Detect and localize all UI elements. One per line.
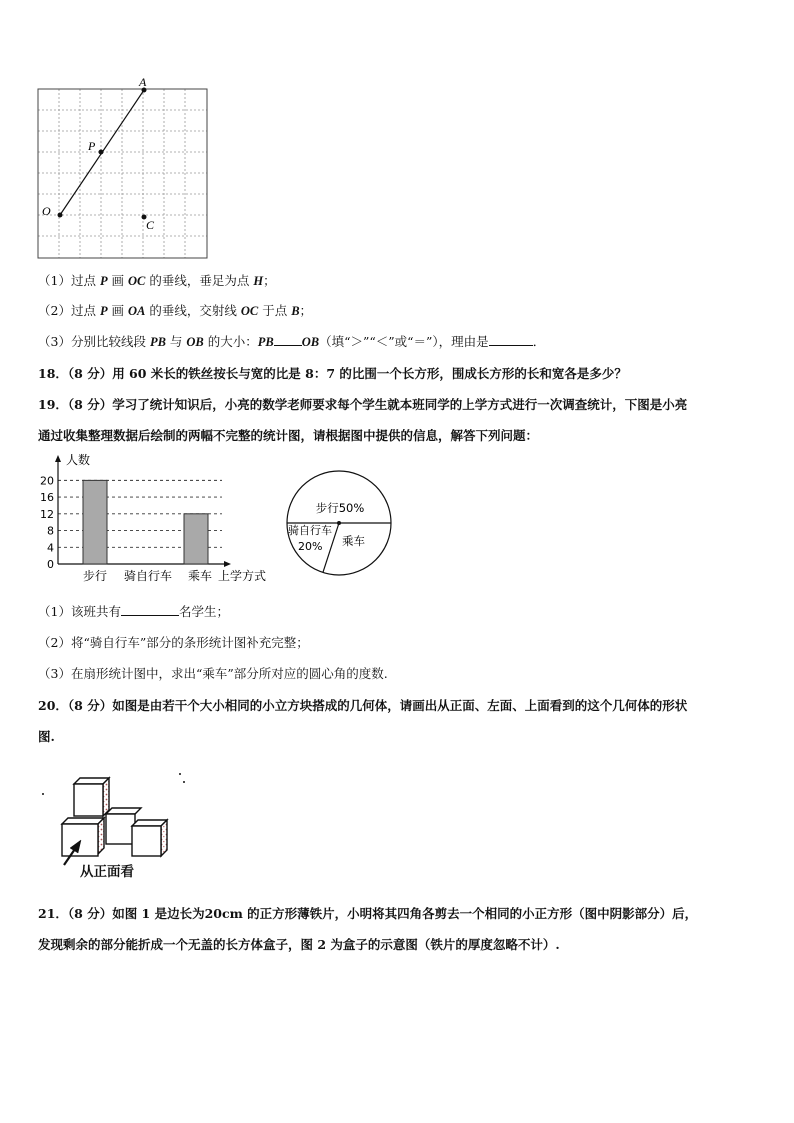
slice-label-bike: 骑自行车 xyxy=(288,524,332,537)
q19-line2: 通过收集整理数据后绘制的两幅不完整的统计图，请根据图中提供的信息，解答下列问题： xyxy=(38,428,539,443)
bar-2 xyxy=(184,514,208,564)
ytick-label-8: 8 xyxy=(47,524,54,538)
ytick-label-16: 16 xyxy=(40,491,54,505)
q19-part1: （1）该班共有 名学生； xyxy=(38,604,229,619)
xtick-label-1: 骑自行车 xyxy=(123,569,173,583)
q19-line1: 19．（8 分）学习了统计知识后，小亮的数学老师要求每个学生就本班同学的上学方式进行一次调查统计，下图是小亮 xyxy=(38,397,688,412)
x-axis-arrow xyxy=(224,561,231,567)
q17-part1: （1）过点 P 画 OC 的垂线，垂足为点 H； xyxy=(38,273,276,288)
answer-blank-compare[interactable] xyxy=(274,333,302,346)
q20-line2: 图. xyxy=(38,729,55,744)
slice-label-bus: 乘车 xyxy=(342,534,365,548)
grid-lines xyxy=(38,89,207,258)
xtick-label-0: 步行 xyxy=(82,569,108,583)
q21-line1: 21．（8 分）如图 1 是边长为20cm 的正方形薄铁片，小明将其四角各剪去一个相同的小正方形（图中阴影部分）后， xyxy=(38,906,698,921)
q21-line2: 发现剩余的部分能折成一个无盖的长方体盒子，图 2 为盒子的示意图（铁片的厚度忽略不计）. xyxy=(38,937,560,952)
q20-line1: 20．（8 分）如图是由若干个大小相同的小立方块搭成的几何体，请画出从正面、左面、上面看到的这个几何体的形状 xyxy=(38,698,688,713)
label-P: P xyxy=(88,139,96,153)
q17-part3: （3）分别比较线段 PB 与 OB 的大小：PB OB（填“＞”“＜”或“＝”），理由是 ． xyxy=(38,334,546,349)
q19-part3: （3）在扇形统计图中，求出“乘车”部分所对应的圆心角的度数. xyxy=(38,666,388,681)
label-C: C xyxy=(146,218,155,232)
ytick-label-12: 12 xyxy=(40,507,54,521)
q18-text: 18．（8 分）用 60 米长的铁丝按长与宽的比是 8：7 的比围一个长方形，围成长方形的长和宽各是多少？ xyxy=(38,366,627,381)
q17-part2: （2）过点 P 画 OA 的垂线，交射线 OC 于点 B； xyxy=(38,303,313,318)
xtick-label-2: 乘车 xyxy=(187,569,213,583)
label-O: O xyxy=(42,204,51,218)
ytick-label-4: 4 xyxy=(47,541,54,555)
grid-figure xyxy=(0,0,260,270)
bar-0 xyxy=(83,480,107,564)
answer-blank-reason[interactable] xyxy=(489,333,533,346)
q19-part2: （2）将“骑自行车”部分的条形统计图补充完整； xyxy=(38,635,309,650)
point-O xyxy=(58,213,63,218)
point-P xyxy=(99,150,104,155)
front-view-label: 从正面看 xyxy=(80,864,134,880)
ytick-label-0: 0 xyxy=(47,558,54,571)
slice-label-walk: 步行50% xyxy=(315,501,365,515)
pie-chart xyxy=(282,466,397,581)
pie-center xyxy=(337,521,341,525)
y-axis-label: 人数 xyxy=(66,453,91,467)
ytick-label-20: 20 xyxy=(40,474,54,488)
bar-chart xyxy=(30,452,280,587)
y-axis-arrow xyxy=(55,455,61,462)
label-A: A xyxy=(139,75,147,89)
grid-border xyxy=(38,89,207,258)
answer-blank-total[interactable] xyxy=(121,603,179,616)
slice-label-bike-pct: 20% xyxy=(298,540,323,553)
x-axis-label: 上学方式 xyxy=(217,569,267,583)
